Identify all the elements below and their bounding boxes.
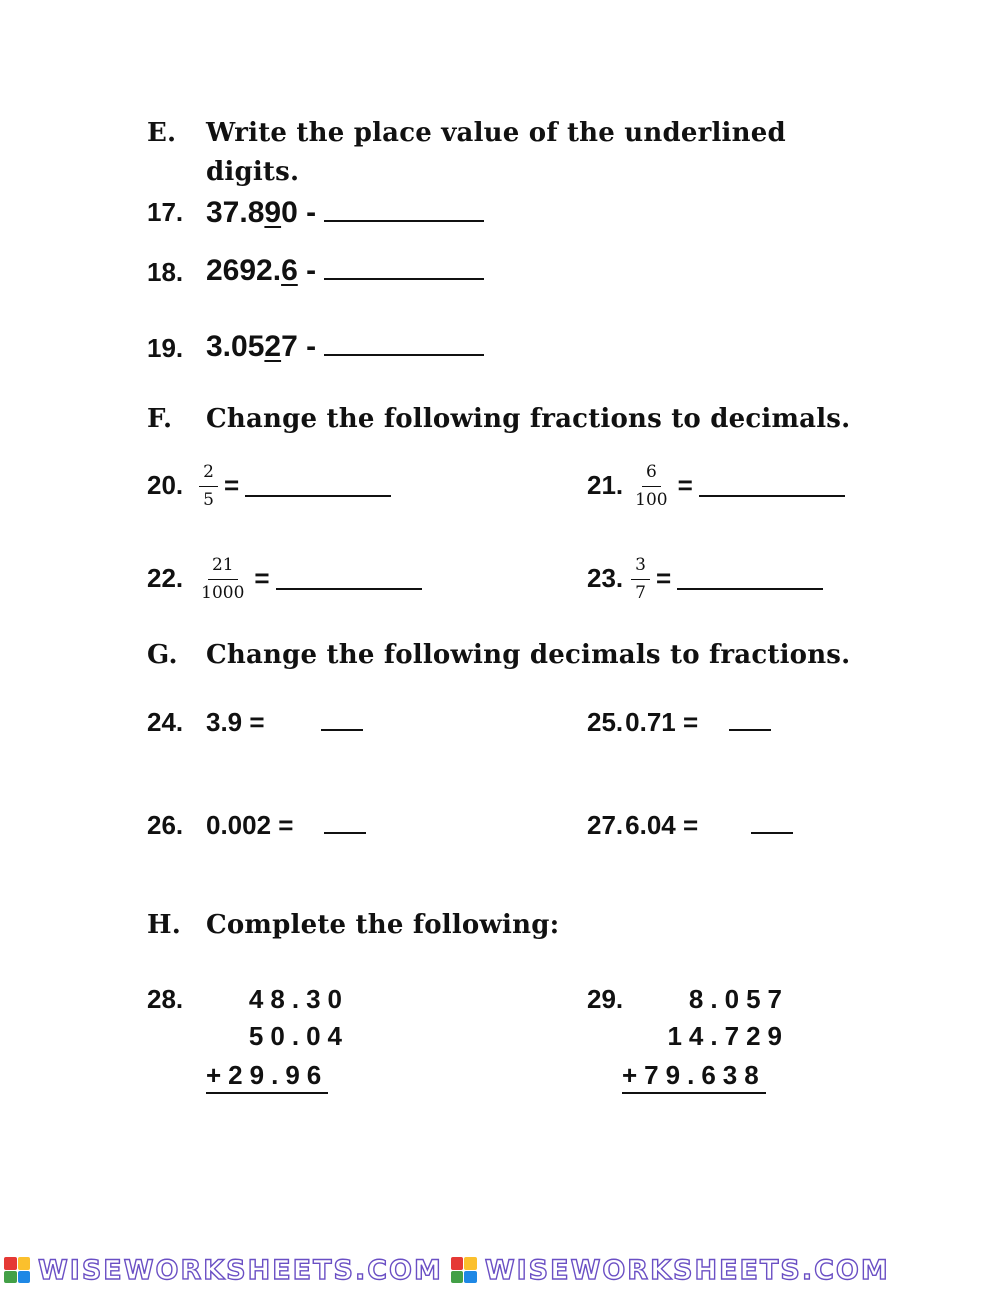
question-26 <box>147 810 366 841</box>
numerator: 6 <box>642 462 661 487</box>
number-part: 2692. <box>206 254 282 287</box>
addend-with-plus: +79.638 <box>622 1060 766 1094</box>
equals-sign: = <box>254 562 270 593</box>
denominator: 1000 <box>201 582 245 603</box>
question-number: 23. <box>587 562 624 593</box>
question-17-expression <box>206 196 484 230</box>
answer-blank[interactable] <box>276 588 422 590</box>
number-part: - <box>297 254 317 287</box>
section-f-instruction: Change the following fractions to decimals. <box>206 404 851 434</box>
section-h-instruction: Complete the following: <box>206 910 560 940</box>
answer-blank[interactable] <box>245 495 391 497</box>
addition-problem-28 <box>206 984 349 1091</box>
answer-blank[interactable] <box>751 832 793 834</box>
number-part: 0 - <box>281 196 317 229</box>
question-number: 18. <box>147 257 184 287</box>
answer-blank[interactable] <box>677 588 823 590</box>
section-g-letter: G. <box>147 640 178 670</box>
equals-sign: = <box>677 469 693 500</box>
equals-sign: = <box>655 562 672 593</box>
fraction <box>631 555 650 602</box>
question-29-number: 29. <box>587 984 624 1014</box>
numerator: 21 <box>208 555 238 580</box>
question-number: 26. <box>147 810 184 840</box>
section-e-instruction-line1: Write the place value of the underlined <box>206 118 786 148</box>
denominator: 7 <box>635 582 646 603</box>
brand-text: WISEWORKSHEETS.COM <box>484 1254 890 1286</box>
section-g-instruction: Change the following decimals to fractions. <box>206 640 851 670</box>
brand-text: WISEWORKSHEETS.COM <box>38 1254 443 1286</box>
denominator: 100 <box>635 489 668 510</box>
numerator: 2 <box>199 462 218 487</box>
number-part: 7 - <box>281 330 317 363</box>
fraction <box>197 555 248 602</box>
section-f-letter: F. <box>147 404 173 434</box>
addition-problem-29 <box>622 984 789 1091</box>
question-17 <box>147 197 183 228</box>
numerator: 3 <box>631 555 650 580</box>
number-part: 3.05 <box>206 330 265 363</box>
equals-sign: = <box>223 469 240 500</box>
question-number: 20. <box>147 469 184 500</box>
addend: 8.057 <box>688 984 789 1014</box>
question-18-expression <box>206 254 484 288</box>
addend-with-plus: +29.96 <box>206 1060 328 1094</box>
question-number: 21. <box>587 469 624 500</box>
question-number: 24. <box>147 707 184 737</box>
underlined-digit: 2 <box>264 330 282 363</box>
question-number: 25. <box>587 707 624 737</box>
decimal-value: 6.04 = <box>625 810 699 840</box>
denominator: 5 <box>203 489 214 510</box>
decimal-value: 3.9 = <box>206 707 265 737</box>
answer-blank[interactable] <box>324 278 484 280</box>
addend: 14.729 <box>667 1021 789 1051</box>
answer-blank[interactable] <box>324 220 484 222</box>
question-18 <box>147 257 183 288</box>
brand-logo-icon <box>451 1257 477 1283</box>
section-e-instruction-line2: digits. <box>206 157 300 187</box>
question-21 <box>587 457 845 513</box>
number-part: 37.8 <box>206 196 265 229</box>
fraction <box>199 462 218 509</box>
question-number: 27. <box>587 810 624 840</box>
question-number: 17. <box>147 197 184 227</box>
question-19 <box>147 333 183 364</box>
fraction <box>631 462 671 509</box>
question-23 <box>587 550 823 606</box>
section-h-letter: H. <box>147 910 182 940</box>
question-25 <box>587 707 771 738</box>
decimal-value: 0.002 = <box>206 810 294 840</box>
question-28-number: 28. <box>147 984 184 1014</box>
answer-blank[interactable] <box>699 495 845 497</box>
underlined-digit: 6 <box>281 254 298 287</box>
question-number: 19. <box>147 333 184 363</box>
footer-watermark <box>0 1252 1000 1288</box>
question-27 <box>587 810 793 841</box>
underlined-digit: 9 <box>264 196 282 229</box>
answer-blank[interactable] <box>324 832 366 834</box>
addend: 50.04 <box>248 1021 349 1051</box>
question-19-expression <box>206 330 484 364</box>
question-20 <box>147 457 391 513</box>
brand-logo-icon <box>4 1257 30 1283</box>
decimal-value: 0.71 = <box>625 707 699 737</box>
section-e-letter: E. <box>147 118 177 148</box>
question-number: 22. <box>147 562 184 593</box>
question-24 <box>147 707 363 738</box>
answer-blank[interactable] <box>729 729 771 731</box>
answer-blank[interactable] <box>321 729 363 731</box>
answer-blank[interactable] <box>324 354 484 356</box>
addend: 48.30 <box>248 984 349 1014</box>
question-22 <box>147 550 422 606</box>
